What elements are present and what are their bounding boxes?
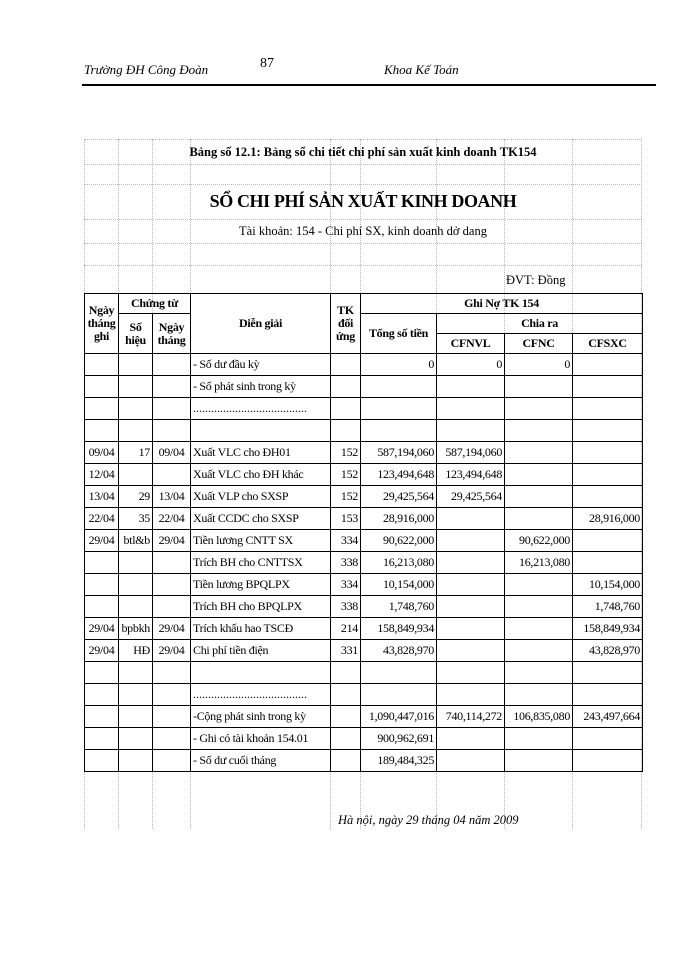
entry-description: Tiền lương CNTT SX [191, 530, 331, 552]
header-page-number: 87 [260, 56, 274, 71]
entry-cfnc [505, 508, 573, 530]
footer-date: Hà nội, ngày 29 tháng 04 năm 2009 [338, 813, 519, 827]
entry-cfnvl [437, 530, 505, 552]
entry-account: 338 [331, 596, 361, 618]
header-voucher-date: Ngày tháng [153, 314, 191, 354]
ledger-table [84, 293, 643, 772]
opening-cfnc: 0 [505, 354, 573, 376]
entry-cfsxc [573, 552, 643, 574]
entry-cfnvl: 123,494,648 [437, 464, 505, 486]
entry-total: 10,154,000 [361, 574, 437, 596]
gridline [84, 243, 642, 244]
opening-cfnvl: 0 [437, 354, 505, 376]
entry-voucher-no: btl&b [119, 530, 153, 552]
entry-account: 334 [331, 530, 361, 552]
table-row [85, 574, 643, 596]
entry-voucher-date: 29/04 [153, 530, 191, 552]
entry-cfsxc: 158,849,934 [573, 618, 643, 640]
ending-balance-row [85, 750, 643, 772]
entry-voucher-date: 09/04 [153, 442, 191, 464]
header-debit-group: Ghi Nợ TK 154 [361, 294, 643, 314]
sum-cfsxc: 243,497,664 [573, 706, 643, 728]
entry-date [85, 596, 119, 618]
header-counter-account: TK đối ứng [331, 294, 361, 354]
entry-voucher-no: bpbkh [119, 618, 153, 640]
unit-label: ĐVT: Đồng [506, 273, 566, 287]
ending-label: - Số dư cuối tháng [191, 750, 331, 772]
entry-cfnc [505, 464, 573, 486]
table-row [85, 442, 643, 464]
entry-date: 12/04 [85, 464, 119, 486]
entry-voucher-no [119, 596, 153, 618]
opening-balance-row [85, 354, 643, 376]
entry-voucher-no: 35 [119, 508, 153, 530]
entry-voucher-no: 17 [119, 442, 153, 464]
table-row [85, 640, 643, 662]
sum-total: 1,090,447,016 [361, 706, 437, 728]
entry-cfsxc: 1,748,760 [573, 596, 643, 618]
entry-total: 1,748,760 [361, 596, 437, 618]
entry-description: Trích BH cho CNTTSX [191, 552, 331, 574]
header-cfnc: CFNC [505, 334, 573, 354]
page-header [0, 0, 700, 90]
sum-cfnvl: 740,114,272 [437, 706, 505, 728]
header-voucher-no: Số hiệu [119, 314, 153, 354]
gridline [84, 164, 642, 165]
entry-total: 29,425,564 [361, 486, 437, 508]
table-row [85, 508, 643, 530]
entry-total: 43,828,970 [361, 640, 437, 662]
entry-voucher-no [119, 552, 153, 574]
incurred-label: - Số phát sinh trong kỳ [191, 376, 331, 398]
entry-cfnvl [437, 640, 505, 662]
entry-account: 338 [331, 552, 361, 574]
table-row [85, 530, 643, 552]
header-description: Diễn giải [191, 294, 331, 354]
entry-total: 123,494,648 [361, 464, 437, 486]
entry-account: 334 [331, 574, 361, 596]
entry-cfnc [505, 618, 573, 640]
table-row [85, 618, 643, 640]
entry-cfsxc [573, 486, 643, 508]
blank-row [85, 662, 643, 684]
sum-label: -Cộng phát sinh trong kỳ [191, 706, 331, 728]
header-faculty: Khoa Kế Toán [384, 62, 459, 77]
entry-voucher-date: 22/04 [153, 508, 191, 530]
entry-date [85, 574, 119, 596]
entry-description: Tiền lương BPQLPX [191, 574, 331, 596]
gridline [84, 265, 642, 266]
header-cfnvl: CFNVL [437, 334, 505, 354]
entry-total: 16,213,080 [361, 552, 437, 574]
entry-cfnc [505, 442, 573, 464]
table-header [85, 294, 643, 354]
header-rule [82, 84, 656, 86]
dots-row [85, 398, 643, 420]
credit-total: 900,962,691 [361, 728, 437, 750]
entry-voucher-date: 29/04 [153, 618, 191, 640]
entry-cfnc [505, 574, 573, 596]
table-body [85, 354, 643, 662]
entry-description: Trích khấu hao TSCĐ [191, 618, 331, 640]
table-row [85, 486, 643, 508]
entry-description: Xuất VLC cho ĐH01 [191, 442, 331, 464]
entry-description: Xuất VLC cho ĐH khác [191, 464, 331, 486]
header-total: Tổng số tiền [361, 314, 437, 354]
gridline [84, 184, 642, 185]
entry-cfsxc: 43,828,970 [573, 640, 643, 662]
entry-description: Chi phí tiền điện [191, 640, 331, 662]
gridline [84, 139, 642, 140]
entry-date: 29/04 [85, 618, 119, 640]
entry-description: Xuất VLP cho SXSP [191, 486, 331, 508]
ending-total: 189,484,325 [361, 750, 437, 772]
entry-account: 331 [331, 640, 361, 662]
entry-account: 152 [331, 464, 361, 486]
entry-voucher-no [119, 464, 153, 486]
sum-row [85, 706, 643, 728]
entry-description: Trích BH cho BPQLPX [191, 596, 331, 618]
opening-label: - Số dư đầu kỳ [191, 354, 331, 376]
entry-account: 152 [331, 486, 361, 508]
entry-date: 29/04 [85, 530, 119, 552]
entry-voucher-date [153, 574, 191, 596]
entry-cfsxc [573, 530, 643, 552]
entry-account: 214 [331, 618, 361, 640]
entry-cfnvl: 587,194,060 [437, 442, 505, 464]
spreadsheet [84, 139, 642, 839]
entry-cfnc [505, 486, 573, 508]
credit-row [85, 728, 643, 750]
entry-cfsxc: 10,154,000 [573, 574, 643, 596]
entry-cfsxc [573, 442, 643, 464]
table-caption: Bảng số 12.1: Bảng sổ chi tiết chi phí sản xuất kinh doanh TK154 [189, 145, 537, 159]
entry-date: 09/04 [85, 442, 119, 464]
entry-total: 158,849,934 [361, 618, 437, 640]
table-row [85, 464, 643, 486]
entry-cfnvl [437, 508, 505, 530]
gridline [84, 219, 642, 220]
dots-row [85, 684, 643, 706]
opening-total: 0 [361, 354, 437, 376]
entry-date: 29/04 [85, 640, 119, 662]
entry-voucher-no: 29 [119, 486, 153, 508]
entry-cfnc: 16,213,080 [505, 552, 573, 574]
entry-date: 22/04 [85, 508, 119, 530]
account-line: Tài khoản: 154 - Chi phí SX, kinh doanh dở dang [239, 224, 487, 238]
entry-total: 587,194,060 [361, 442, 437, 464]
entry-total: 28,916,000 [361, 508, 437, 530]
entry-voucher-date [153, 552, 191, 574]
entry-cfnc [505, 640, 573, 662]
entry-voucher-no: HĐ [119, 640, 153, 662]
entry-voucher-date: 29/04 [153, 640, 191, 662]
sum-cfnc: 106,835,080 [505, 706, 573, 728]
entry-voucher-date [153, 596, 191, 618]
entry-cfnc [505, 596, 573, 618]
dots-separator: ...................................... [191, 684, 331, 706]
entry-account: 153 [331, 508, 361, 530]
entry-date: 13/04 [85, 486, 119, 508]
header-school: Trường ĐH Công Đoàn [84, 62, 209, 77]
incurred-label-row [85, 376, 643, 398]
entry-voucher-date [153, 464, 191, 486]
table-closing [85, 662, 643, 772]
entry-cfnvl: 29,425,564 [437, 486, 505, 508]
entry-cfnvl [437, 552, 505, 574]
header-date-recorded: Ngày tháng ghi [85, 294, 119, 354]
header-split: Chia ra [437, 314, 643, 334]
entry-account: 152 [331, 442, 361, 464]
dots-separator: ...................................... [191, 398, 331, 420]
entry-cfnvl [437, 596, 505, 618]
entry-date [85, 552, 119, 574]
entry-cfnvl [437, 574, 505, 596]
entry-voucher-date: 13/04 [153, 486, 191, 508]
blank-row [85, 420, 643, 442]
entry-cfnvl [437, 618, 505, 640]
entry-cfsxc: 28,916,000 [573, 508, 643, 530]
entry-cfsxc [573, 464, 643, 486]
entry-total: 90,622,000 [361, 530, 437, 552]
entry-cfnc: 90,622,000 [505, 530, 573, 552]
entry-description: Xuất CCDC cho SXSP [191, 508, 331, 530]
header-cfsxc: CFSXC [573, 334, 643, 354]
table-row [85, 596, 643, 618]
ledger-title: SỔ CHI PHÍ SẢN XUẤT KINH DOANH [209, 191, 517, 211]
header-voucher: Chứng từ [119, 294, 191, 314]
entry-voucher-no [119, 574, 153, 596]
table-row [85, 552, 643, 574]
credit-label: - Ghi có tài khoản 154.01 [191, 728, 331, 750]
